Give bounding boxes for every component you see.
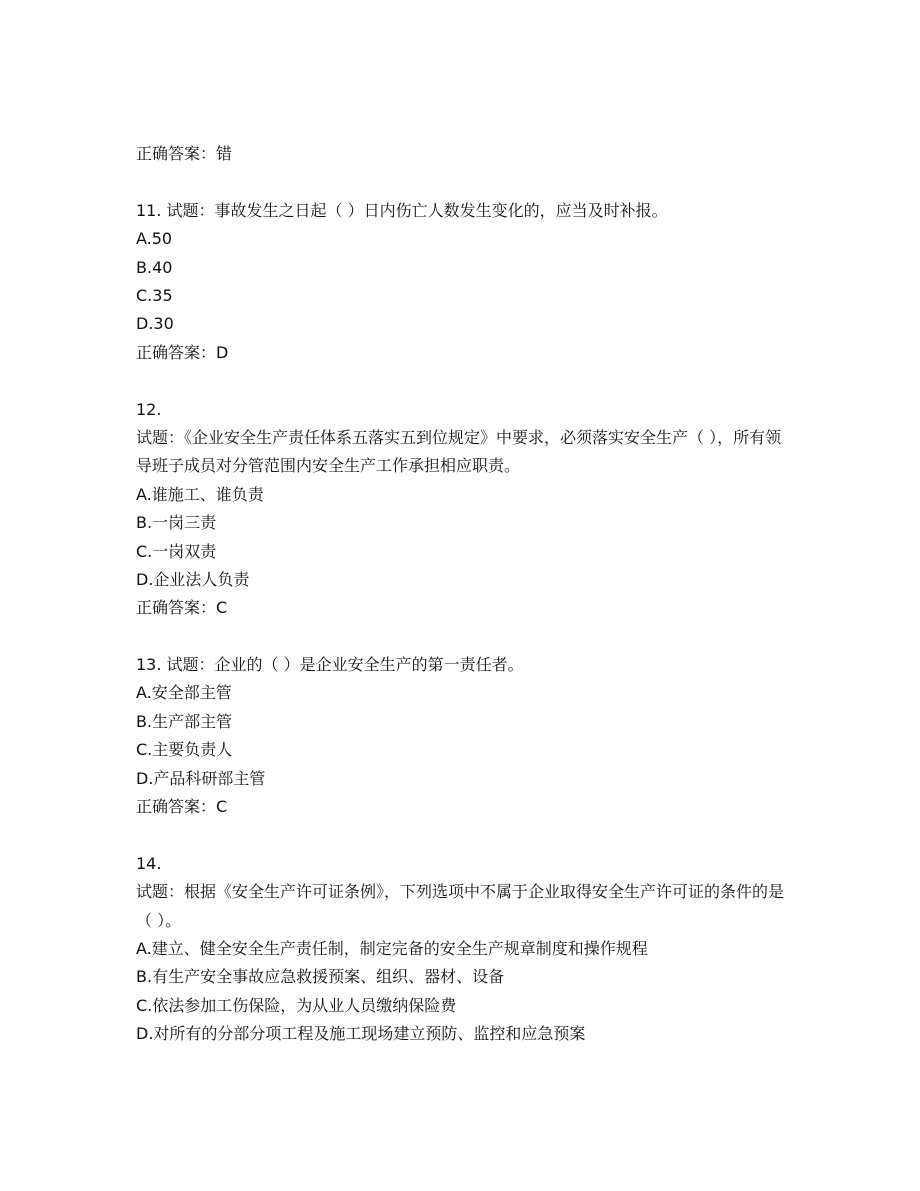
option-d: D.产品科研部主管: [136, 768, 266, 788]
question-stem: 试题：根据《安全生产许可证条例》，下列选项中不属于企业取得安全生产许可证的条件的是（ ）。: [136, 882, 785, 930]
question-list: [136, 140, 786, 1049]
question-13: [136, 651, 786, 821]
spacer: [136, 168, 786, 196]
option-a: A.50: [136, 229, 173, 249]
question-11: [136, 197, 786, 367]
previous-answer: 正确答案：错: [136, 144, 233, 163]
question-14: [136, 850, 786, 1049]
option-c: C.35: [136, 285, 173, 305]
question-stem: 13. 试题：企业的（ ）是企业安全生产的第一责任者。: [136, 655, 524, 675]
option-a: A.谁施工、谁负责: [136, 484, 264, 504]
option-a: A.安全部主管: [136, 683, 232, 703]
question-12: [136, 396, 786, 623]
correct-answer: 正确答案：D: [136, 342, 229, 362]
option-d: D.企业法人负责: [136, 569, 250, 589]
option-b: B.生产部主管: [136, 711, 233, 731]
option-c: C.主要负责人: [136, 740, 233, 760]
question-number: 14.: [136, 853, 162, 873]
option-a: A.建立、健全安全生产责任制，制定完备的安全生产规章制度和操作规程: [136, 939, 648, 958]
option-b: B.一岗三责: [136, 513, 217, 533]
correct-answer: 正确答案：C: [136, 598, 228, 618]
option-c: C.一岗双责: [136, 541, 217, 561]
question-stem: 试题：《企业安全生产责任体系五落实五到位规定》中要求，必须落实安全生产（ ），所有领导班子成员对分管范围内安全生产工作承担相应职责。: [136, 427, 782, 476]
option-d: D.对所有的分部分项工程及施工现场建立预防、监控和应急预案: [136, 1024, 586, 1044]
question-number: 12.: [136, 399, 162, 419]
option-b: B.40: [136, 257, 173, 277]
spacer: [136, 367, 786, 395]
option-b: B.有生产安全事故应急救援预案、组织、器材、设备: [136, 967, 505, 987]
spacer: [136, 623, 786, 651]
spacer: [136, 821, 786, 849]
option-d: D.30: [136, 314, 174, 334]
option-c: C.依法参加工伤保险，为从业人员缴纳保险费: [136, 995, 457, 1015]
correct-answer: 正确答案：C: [136, 797, 228, 817]
question-stem: 11. 试题：事故发生之日起（ ）日内伤亡人数发生变化的，应当及时补报。: [136, 200, 668, 220]
